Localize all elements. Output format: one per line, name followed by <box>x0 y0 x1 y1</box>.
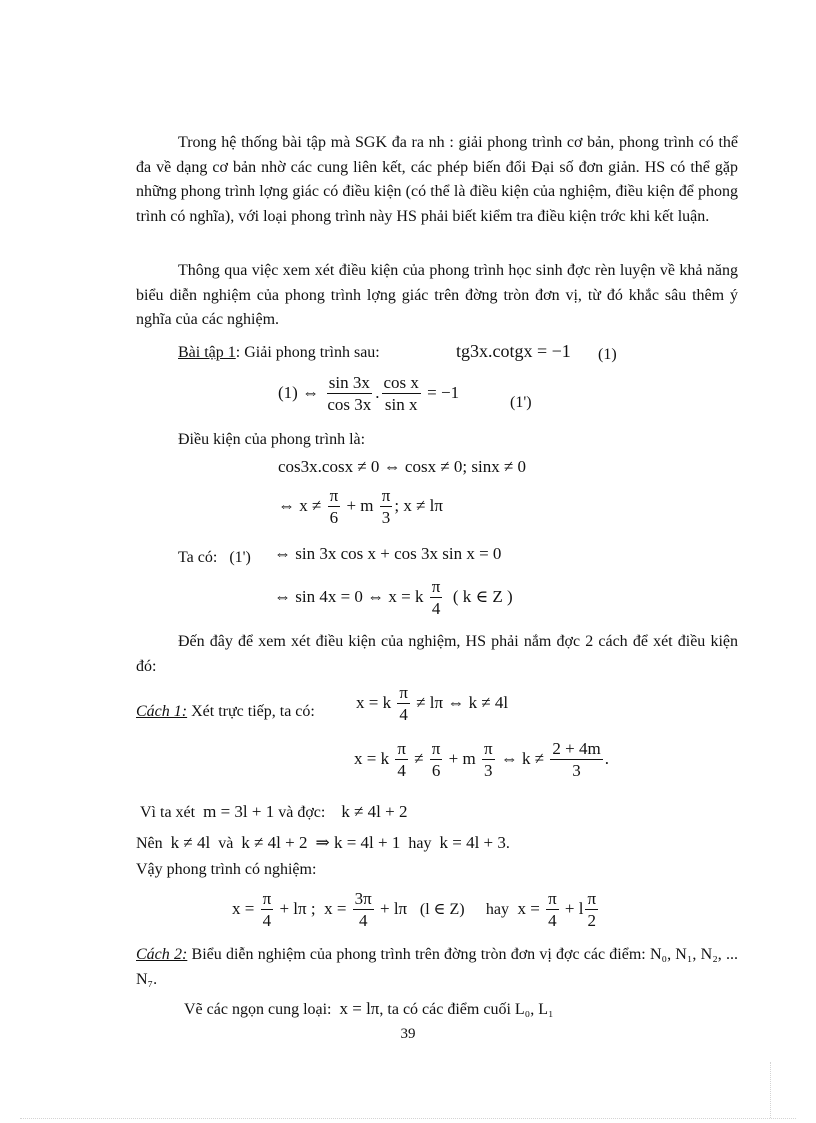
since-equation-2: k ≠ 4l + 2 <box>341 802 408 821</box>
therefore-eq-3: ⇒ k = 4l + 1 <box>315 833 401 852</box>
method-2-label: Cách 2: <box>136 946 188 963</box>
numerator: 2 + 4m <box>552 739 601 758</box>
numerator: π <box>329 486 339 505</box>
numerator: π <box>262 889 272 908</box>
draw-suffix: , ta có các điểm cuối L₀, L₁ <box>379 1001 554 1018</box>
exercise-equation: tg3x.cotgx = −1 <box>456 341 571 361</box>
footer-dotted-vertical <box>770 1062 771 1118</box>
method-1-line-1 <box>356 684 508 724</box>
m1l2-prefix: x = k <box>354 748 390 768</box>
fraction-pi-4 <box>397 684 410 724</box>
numerator: cos x <box>383 373 419 392</box>
eq1-rhs: = −1 <box>427 382 460 402</box>
exercise-heading <box>178 345 380 361</box>
denominator: 4 <box>548 910 557 930</box>
equiv-k-not-equal: ⇔ k ≠ <box>500 748 545 768</box>
fraction-3pi-4 <box>353 890 374 930</box>
equation-1-prime-tag: (1') <box>510 394 532 411</box>
period: . <box>604 748 609 768</box>
method-1-intro: Xét trực tiếp, ta có: <box>187 703 315 720</box>
denominator: 4 <box>397 760 406 780</box>
since-text: Vì ta xét <box>140 804 196 821</box>
numerator: π <box>587 889 597 908</box>
therefore-and: và <box>218 835 234 852</box>
fraction-pi-4 <box>546 890 559 930</box>
fraction-pi-6 <box>430 740 443 780</box>
therefore-eq-4: k = 4l + 3 <box>439 833 506 852</box>
m1l1-prefix: x = k <box>356 692 392 712</box>
method-1-heading <box>136 704 315 720</box>
sol-plus-1: + lπ ; <box>279 898 316 918</box>
denominator: 3 <box>483 760 493 780</box>
exercise-label: Bài tập 1 <box>178 344 236 361</box>
denominator: 3 <box>572 760 581 780</box>
since-equation: m = 3l + 1 <box>203 802 275 821</box>
numerator: 3π <box>354 889 372 908</box>
cond-prefix: ⇔ x ≠ <box>278 495 322 515</box>
denominator: 4 <box>262 910 272 930</box>
not-equal: ≠ <box>414 748 424 768</box>
page-number: 39 <box>400 1026 416 1042</box>
eq1-lhs: (1) ⇔ <box>278 382 320 402</box>
taco-line-1: ⇔ sin 3x cos x + cos 3x sin x = 0 <box>274 544 502 563</box>
taco-label <box>178 550 251 566</box>
period: . <box>505 835 510 852</box>
denominator: sin x <box>384 394 418 414</box>
exercise-intro: : Giải phong trình sau: <box>235 344 380 361</box>
therefore-eq-2: k ≠ 4l + 2 <box>241 833 308 852</box>
plus-m: + m <box>448 748 476 768</box>
method-1-line-2 <box>354 740 609 780</box>
paragraph-conditions: Thông qua việc xem xét điều kiện của phong trình học sinh đợc rèn luyện về khả năng biểu diễn nghiệm của phong trình lợng giác trên đờng tròn đơn vị, từ đó khắc sâu thêm ý nghĩa của các nghiệm. <box>136 262 738 328</box>
fraction-pi-4 <box>261 890 274 930</box>
therefore-line <box>136 834 510 852</box>
denominator: 4 <box>431 598 441 618</box>
therefore-or: hay <box>408 835 432 852</box>
paragraph-method-intro: Đến đây để xem xét điều kiện của nghiệm, HS phải nắm đợc 2 cách để xét điều kiện đó: <box>136 633 738 675</box>
conclusion-text: Vậy phong trình có nghiệm: <box>136 861 317 878</box>
denominator: 3 <box>381 507 391 527</box>
fraction-sin3x-cos3x <box>325 374 373 414</box>
numerator: π <box>431 739 441 758</box>
numerator: π <box>399 683 408 702</box>
taco-tag: (1') <box>229 549 251 566</box>
draw-line <box>184 1000 554 1018</box>
taco-text: Ta có: <box>178 549 218 566</box>
therefore-text: Nên <box>136 835 163 852</box>
footer-dotted-rule <box>20 1118 796 1119</box>
denominator: 6 <box>431 760 441 780</box>
numerator: π <box>431 577 441 596</box>
m1l1-suffix: ≠ lπ ⇔ k ≠ 4l <box>416 692 509 712</box>
conditions-line-2 <box>278 487 443 527</box>
exercise-equation-tag: (1) <box>598 346 617 363</box>
paragraph-intro: Trong hệ thống bài tập mà SGK đa ra nh : giải phong trình cơ bản, phong trình có thể đa về dạng cơ bản nhờ các cung liên kết, các phép biến đổi Đại số đơn giản. HS có thể gặp những phong trình lợng giác có điều kiện (có thể là điều kiện của nghiệm, điều kiện để phong trình có nghĩa), với loại phong trình này HS phải biết kiểm tra điều kiện trớc khi kết luận. <box>136 134 738 225</box>
numerator: sin 3x <box>328 373 370 392</box>
conditions-title: Điều kiện của phong trình là: <box>178 431 366 448</box>
since-line <box>140 803 407 821</box>
multiply-dot: . <box>375 382 380 402</box>
denominator: 4 <box>399 704 408 724</box>
therefore-eq-1: k ≠ 4l <box>170 833 211 852</box>
taco2-suffix: ( k ∈ Z ) <box>452 586 513 606</box>
denominator: 6 <box>329 507 339 527</box>
fraction-pi-6 <box>328 487 341 527</box>
sol-x1: x = <box>232 898 255 918</box>
taco2-prefix: ⇔ sin 4x = 0 ⇔ x = k <box>274 586 424 606</box>
denominator: cos 3x <box>327 394 372 414</box>
draw-prefix: Vẽ các ngọn cung loại: <box>184 1001 332 1018</box>
fraction-pi-4 <box>395 740 408 780</box>
fraction-pi-2 <box>585 890 598 930</box>
sol-x3: x = <box>517 898 540 918</box>
method-2-text: Biểu diễn nghiệm của phong trình trên đờng tròn đơn vị đợc các điểm: N₀, N₁, N₂, ... N₇. <box>136 946 738 988</box>
taco-line-2 <box>274 578 513 618</box>
numerator: π <box>397 739 406 758</box>
sol-plus-3: + l <box>564 898 584 918</box>
solutions-line <box>232 890 600 930</box>
sol-plus-2: + lπ <box>380 898 408 918</box>
numerator: π <box>548 889 557 908</box>
sol-condition: (l ∈ Z) <box>419 900 465 918</box>
since-and: và đợc: <box>278 804 326 821</box>
sol-or: hay <box>485 900 509 918</box>
method-2-paragraph <box>136 943 738 992</box>
fraction-pi-4 <box>430 578 443 618</box>
conditions-line-1: cos3x.cosx ≠ 0 ⇔ cosx ≠ 0; sinx ≠ 0 <box>278 457 527 476</box>
denominator: 2 <box>587 910 597 930</box>
numerator: π <box>483 739 493 758</box>
fraction-cosx-sinx <box>382 374 421 414</box>
cond-suffix: ; x ≠ lπ <box>394 495 443 515</box>
fraction-2-4m-over-3 <box>550 740 602 780</box>
fraction-pi-3 <box>380 487 393 527</box>
cond-mid: + m <box>346 495 374 515</box>
numerator: π <box>381 486 391 505</box>
method-1-label: Cách 1: <box>136 703 188 720</box>
sol-x2: x = <box>324 898 347 918</box>
denominator: 4 <box>358 910 368 930</box>
fraction-pi-3 <box>482 740 495 780</box>
equation-1-prime <box>278 374 459 414</box>
draw-equation: x = lπ <box>339 999 380 1018</box>
